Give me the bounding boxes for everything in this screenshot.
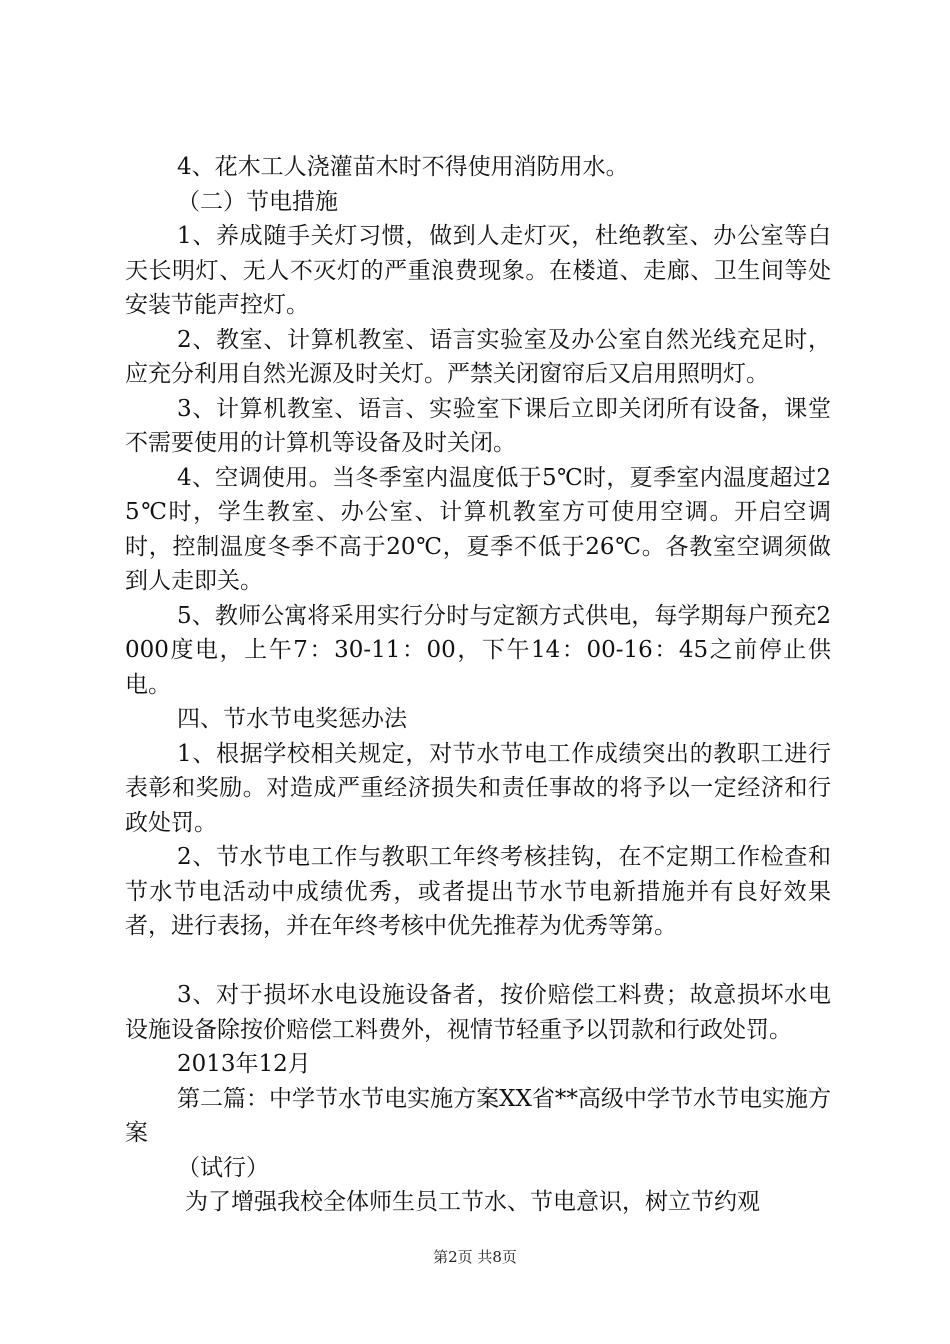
paragraph: 4、花木工人浇灌苗木时不得使用消防用水。 [177,154,629,180]
paragraph: 3、计算机教室、语言、实验室下课后立即关闭所有设备，课堂不需要使用的计算机等设备及时关闭。 [125,395,831,456]
subtitle: （试行） [177,1154,269,1181]
paragraph: 1、养成随手关灯习惯，做到人走灯灭，杜绝教室、办公室等白天长明灯、无人不灭灯的严重浪费现象。在楼道、走廊、卫生间等处安装节能声控灯。 [125,223,831,318]
date-line: 2013年12月 [177,1051,311,1077]
paragraph: 1、根据学校相关规定，对节水节电工作成绩突出的教职工进行表彰和奖励。对造成严重经济损失和责任事故的将予以一定经济和行政处罚。 [125,740,831,836]
section-heading: （二）节电措施 [177,188,338,215]
paragraph: 4、空调使用。当冬季室内温度低于5℃时，夏季室内温度超过25℃时，学生教室、办公室、计算机教室方可使用空调。开启空调时，控制温度冬季不高于20℃，夏季不低于26℃。各教室空调须做到人走即关。 [125,464,831,594]
chapter-title: 第二篇：中学节水节电实施方案XX省**高级中学节水节电实施方案 [125,1085,831,1146]
section-heading: 四、节水节电奖惩办法 [177,706,407,732]
document-body [125,150,831,1220]
paragraph: 2、节水节电工作与教职工年终考核挂钩，在不定期工作检查和节水节电活动中成绩优秀，或者提出节水节电新措施并有良好效果者，进行表扬，并在年终考核中优先推荐为优秀等第。 [125,844,831,939]
paragraph: 2、教室、计算机教室、语言实验室及办公室自然光线充足时，应充分利用自然光源及时关灯。严禁关闭窗帘后又启用照明灯。 [125,326,831,387]
blank-line [125,944,831,979]
paragraph: 为了增强我校全体师生员工节水、节电意识，树立节约观 [185,1189,760,1215]
paragraph: 5、教师公寓将采用实行分时与定额方式供电，每学期每户预充2000度电，上午7：30-11：00，下午14：00-16：45之前停止供电。 [125,602,831,698]
page-footer: 第2页 共8页 [433,1248,517,1266]
paragraph: 3、对于损坏水电设施设备者，按价赔偿工料费；故意损坏水电设施设备除按价赔偿工料费外，视情节轻重予以罚款和行政处罚。 [125,982,831,1043]
